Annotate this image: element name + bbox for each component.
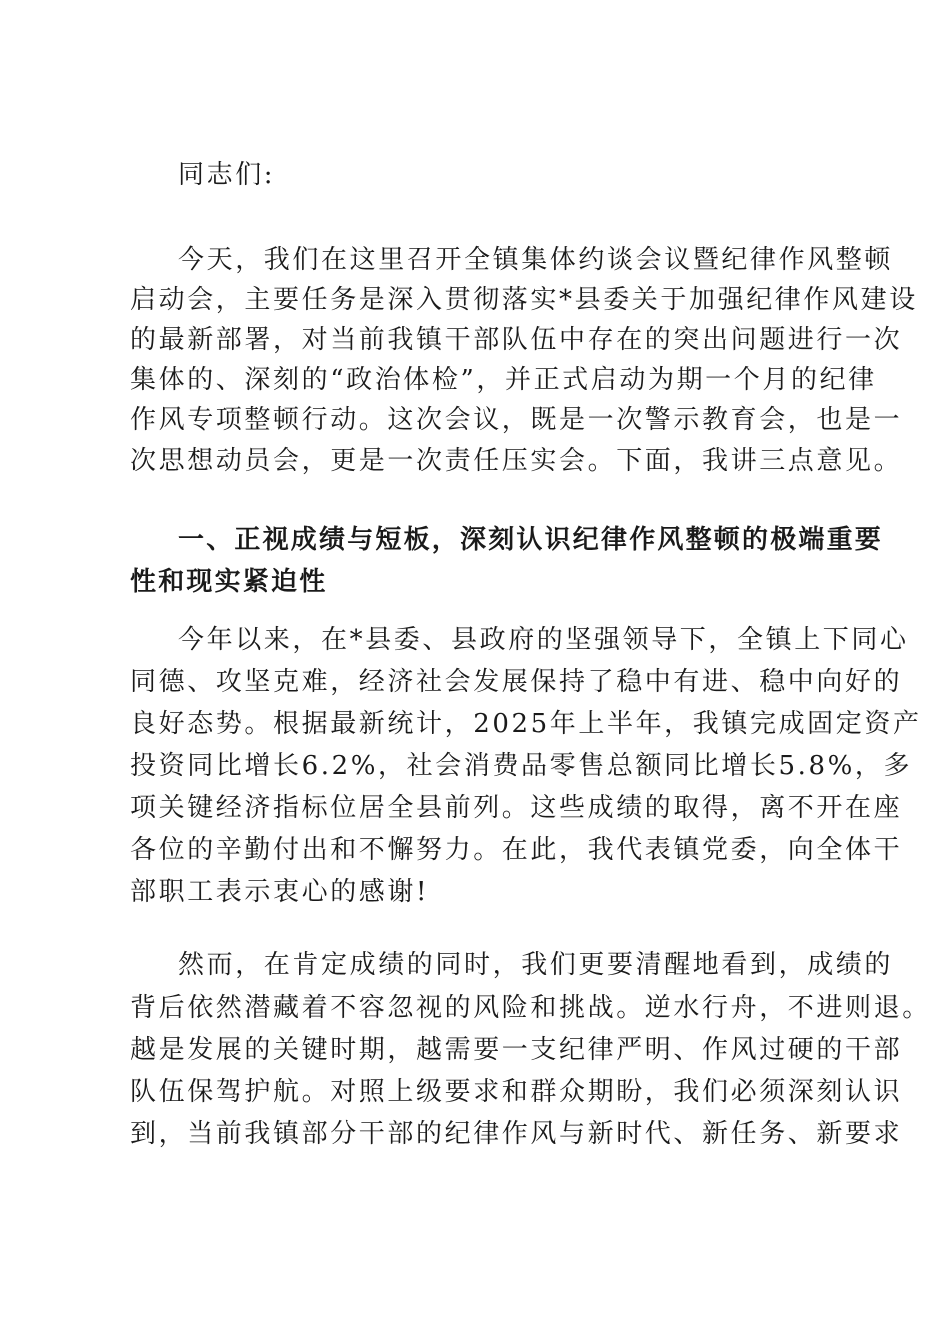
paragraph-line: 作风专项整顿行动。这次会议，既是一次警示教育会，也是一: [130, 405, 903, 435]
paragraph-line: 各位的辛勤付出和不懈努力。在此，我代表镇党委，向全体干: [130, 835, 903, 865]
section-heading: 性和现实紧迫性: [130, 567, 328, 597]
paragraph-line: 良好态势。根据最新统计，2025年上半年，我镇完成固定资产: [130, 709, 922, 739]
paragraph-line: 同德、攻坚克难，经济社会发展保持了稳中有进、稳中向好的: [130, 667, 903, 697]
paragraph-line: 部职工表示衷心的感谢!: [130, 877, 430, 907]
paragraph-line: 越是发展的关键时期，越需要一支纪律严明、作风过硬的干部: [130, 1035, 903, 1065]
paragraph-line: 然而，在肯定成绩的同时，我们更要清醒地看到，成绩的: [178, 950, 894, 980]
paragraph-line: 今天，我们在这里召开全镇集体约谈会议暨纪律作风整顿: [178, 245, 894, 275]
paragraph-line: 今年以来，在*县委、县政府的坚强领导下，全镇上下同心: [178, 625, 909, 655]
paragraph-line: 队伍保驾护航。对照上级要求和群众期盼，我们必须深刻认识: [130, 1077, 903, 1107]
paragraph-line: 的最新部署，对当前我镇干部队伍中存在的突出问题进行一次: [130, 325, 903, 355]
paragraph-line: 到，当前我镇部分干部的纪律作风与新时代、新任务、新要求: [130, 1119, 903, 1149]
section-heading: 一、正视成绩与短板，深刻认识纪律作风整顿的极端重要: [178, 525, 884, 555]
paragraph-line: 投资同比增长6.2%，社会消费品零售总额同比增长5.8%，多: [130, 751, 913, 781]
salutation: 同志们:: [178, 160, 276, 190]
paragraph-line: 启动会，主要任务是深入贯彻落实*县委关于加强纪律作风建设: [130, 285, 918, 315]
paragraph-line: 次思想动员会，更是一次责任压实会。下面，我讲三点意见。: [130, 446, 903, 476]
paragraph-line: 集体的、深刻的“政治体检”，并正式启动为期一个月的纪律: [130, 365, 877, 395]
paragraph-line: 背后依然潜藏着不容忽视的风险和挑战。逆水行舟，不进则退。: [130, 993, 931, 1023]
paragraph-line: 项关键经济指标位居全县前列。这些成绩的取得，离不开在座: [130, 793, 903, 823]
